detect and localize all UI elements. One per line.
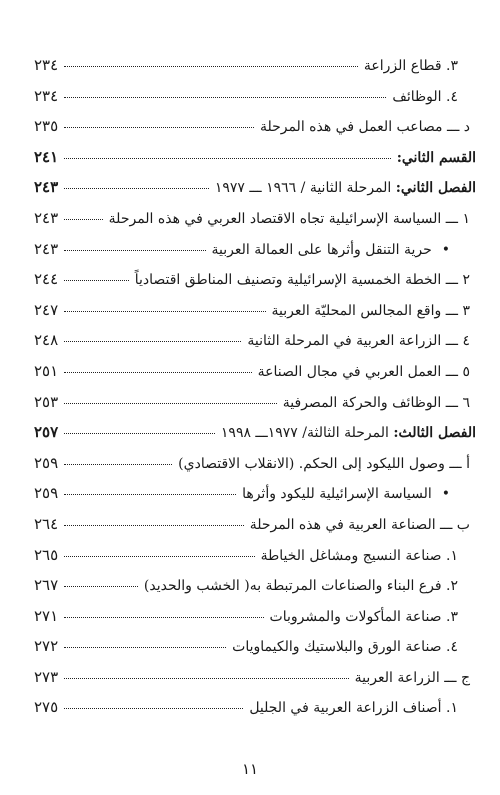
toc-entry-page: ٢٦٤ (34, 514, 59, 533)
table-of-contents (34, 58, 476, 731)
toc-entry-page: ٢٥٧ (34, 423, 59, 442)
dot-leader (64, 586, 138, 587)
dot-leader (64, 556, 254, 557)
toc-entry (34, 486, 476, 517)
toc-entry-page: ٢٧٣ (34, 667, 59, 686)
dot-leader (64, 372, 252, 373)
toc-entry (34, 453, 476, 487)
toc-entry-page: ٢٤٣ (34, 208, 59, 227)
toc-entry (34, 272, 476, 303)
toc-entry-page: ٢٦٥ (34, 545, 59, 564)
toc-entry-page: ٢٥٩ (34, 453, 59, 472)
toc-entry-title: ٢. فرع البناء والصناعات المرتبطة به( الخشب والحديد) (143, 578, 458, 595)
dot-leader (64, 280, 129, 281)
toc-entry-page: ٢٥٩ (34, 484, 59, 503)
toc-entry-page: ٢٧١ (34, 606, 59, 625)
toc-entry (34, 300, 476, 334)
toc-entry-page: ٢٤٤ (34, 270, 59, 289)
toc-entry-title: ٣. صناعة المأكولات والمشروبات (269, 608, 458, 625)
dot-leader (64, 708, 243, 709)
toc-entry (34, 514, 476, 548)
toc-entry (34, 578, 476, 609)
toc-entry-page: ٢٤٣ (34, 239, 59, 258)
toc-entry-title: ٤ ـــ الزراعة العربية في المرحلة الثانية (247, 333, 470, 350)
toc-entry-title: ٦ ـــ الوظائف والحركة المصرفية (282, 394, 470, 411)
toc-chapter-heading (34, 425, 476, 456)
dot-leader (64, 188, 209, 189)
toc-entry-title: أ ـــ وصول الليكود إلى الحكم. (الانقلاب الاقتصادي) (178, 455, 470, 472)
toc-chapter-heading (34, 180, 476, 211)
toc-entry (34, 86, 476, 120)
toc-entry-title: ب ـــ الصناعة العربية في هذه المرحلة (249, 516, 470, 533)
toc-entry-page: ٢٤٧ (34, 300, 59, 319)
page-number: ١١ (241, 760, 259, 778)
toc-entry (34, 119, 476, 150)
toc-entry-title: ١. صناعة النسيج ومشاغل الخياطة (260, 547, 458, 564)
toc-entry-page: ٢٣٤ (34, 56, 59, 74)
dot-leader (64, 97, 386, 98)
chapter-label: الفصل الثالث: (393, 425, 476, 442)
dot-leader (64, 158, 391, 159)
toc-entry (34, 333, 476, 364)
toc-entry (34, 606, 476, 640)
toc-entry-title: ٣ ـــ واقع المجالس المحليّة العربية (271, 302, 470, 319)
chapter-subtitle: المرحلة الثانية / ١٩٦٦ ـــ ١٩٧٧ (214, 180, 392, 197)
dot-leader (64, 525, 244, 526)
toc-entry-page: ٢٥٣ (34, 392, 59, 411)
toc-entry-title: ج ـــ الزراعة العربية (354, 669, 470, 686)
chapter-subtitle: المرحلة الثالثة/ ١٩٧٧ـــ ١٩٩٨ (220, 425, 389, 442)
chapter-label: الفصل الثاني: (395, 180, 476, 197)
toc-entry-title: • حرية التنقل وأثرها على العمالة العربية (212, 243, 476, 257)
toc-entry-page: ٢٦٧ (34, 576, 59, 595)
dot-leader (64, 341, 241, 342)
toc-entry-page: ٢٧٢ (34, 637, 59, 656)
dot-leader (64, 464, 172, 465)
toc-entry-title: ٤. صناعة الورق والبلاستيك والكيماويات (232, 639, 458, 656)
dot-leader (64, 617, 263, 618)
toc-chapter-title (221, 426, 476, 440)
toc-entry-page: ٢٤٣ (34, 178, 59, 197)
dot-leader (64, 127, 254, 128)
dot-leader (64, 647, 226, 648)
toc-entry-title: القسم الثاني: (396, 149, 476, 166)
toc-section-heading (34, 147, 476, 181)
toc-entry (34, 392, 476, 426)
toc-chapter-title (215, 181, 476, 195)
dot-leader (64, 311, 265, 312)
toc-entry-title: ٣. قطاع الزراعة (363, 58, 458, 74)
toc-entry-page: ٢٤١ (34, 147, 59, 166)
toc-entry (34, 545, 476, 579)
toc-entry-title: ٢ ـــ الخطة الخمسية الإسرائيلية وتصنيف المناطق اقتصادياً (134, 272, 470, 289)
toc-entry-title: د ـــ مصاعب العمل في هذه المرحلة (259, 119, 470, 136)
toc-entry (34, 667, 476, 701)
toc-entry-title: • السياسة الإسرائيلية لليكود وأثرها (242, 487, 476, 501)
toc-entry-title: ٥ ـــ العمل العربي في مجال الصناعة (257, 363, 470, 380)
dot-leader (64, 433, 215, 434)
toc-entry (34, 239, 476, 273)
toc-entry-page: ٢٥١ (34, 361, 59, 380)
dot-leader (64, 494, 236, 495)
toc-entry-title: ٤. الوظائف (392, 88, 458, 105)
toc-entry-page: ٢٤٨ (34, 331, 59, 350)
toc-entry (34, 700, 476, 731)
dot-leader (64, 403, 277, 404)
toc-entry-title: ١ ـــ السياسة الإسرائيلية تجاه الاقتصاد العربي في هذه المرحلة (108, 210, 470, 227)
toc-entry-page: ٢٧٥ (34, 698, 59, 717)
dot-leader (64, 250, 205, 251)
toc-entry (34, 639, 476, 670)
toc-entry (34, 361, 476, 395)
dot-leader (64, 66, 358, 67)
toc-entry (34, 58, 476, 89)
dot-leader (64, 219, 103, 220)
toc-entry-page: ٢٣٤ (34, 86, 59, 105)
toc-entry (34, 208, 476, 242)
dot-leader (64, 678, 348, 679)
toc-entry-title: ١. أصناف الزراعة العربية في الجليل (249, 700, 458, 717)
toc-entry-page: ٢٣٥ (34, 117, 59, 136)
